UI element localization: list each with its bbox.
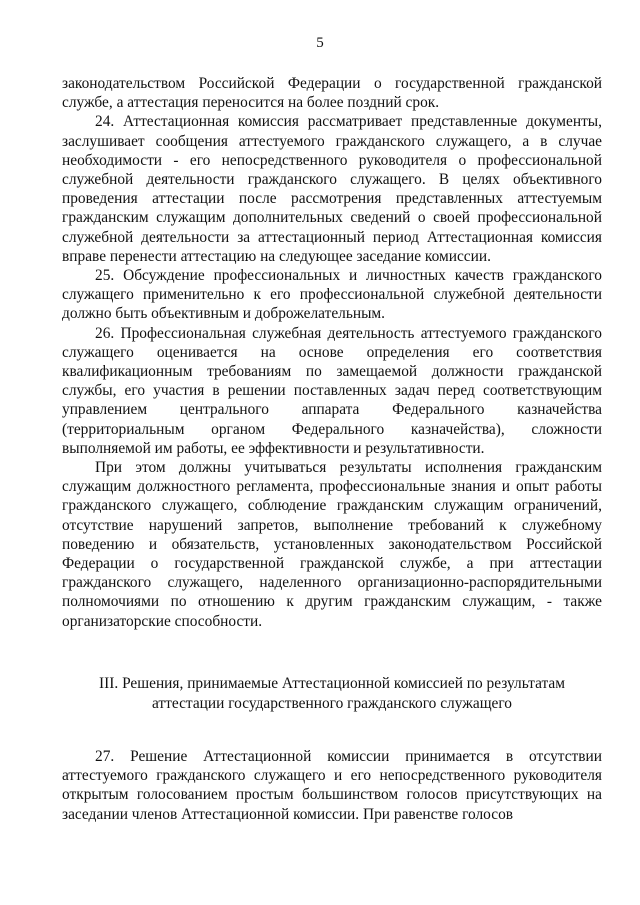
section-heading-line-1: III. Решения, принимаемые Аттестационной комиссией по результатам bbox=[99, 675, 565, 692]
section-heading bbox=[62, 674, 602, 713]
paragraph-25: 25. Обсуждение профессиональных и личностных качеств гражданского служащего применительно к его профессиональной служебной деятельности должно быть объективным и доброжелательным. bbox=[62, 267, 602, 323]
main-text bbox=[62, 74, 602, 631]
paragraph-26-continued: При этом должны учитываться результаты исполнения гражданским служащим должностного регламента, профессиональные знания и опыт работы гражданского служащего, соблюдение гражданским служащим ограничений, отсутствие нарушений запретов, выполнение требований к служебному поведению и обязательств, установленных законодательством Российской Федерации о государственной гражданской службе, а при аттестации гражданского служащего, наделенного организационно-распорядительными полномочиями по отношению к другим гражданским служащим, - также организаторские способности. bbox=[62, 459, 602, 630]
page-number: 5 bbox=[316, 35, 324, 51]
paragraph-continuation: законодательством Российской Федерации о государственной гражданской службе, а аттестация переносится на более поздний срок. bbox=[62, 75, 602, 112]
section-heading-line-2: аттестации государственного гражданского служащего bbox=[152, 694, 512, 712]
paragraph-27: 27. Решение Аттестационной комиссии принимается в отсутствии аттестуемого гражданского служащего и его непосредственного руководителя открытым голосованием простым большинством голосов присутствующих на заседании членов Аттестационной комиссии. При равенстве голосов bbox=[62, 748, 602, 823]
paragraph-24: 24. Аттестационная комиссия рассматривает представленные документы, заслушивает сообщения аттестуемого гражданского служащего, а в случае необходимости - его непосредственного руководителя о профессиональной служебной деятельности гражданского служащего. В целях объективного проведения аттестации после рассмотрения представленных аттестуемым гражданским служащим дополнительных сведений о своей профессиональной служебной деятельности за аттестационный период Аттестационная комиссия вправе перенести аттестацию на следующее заседание комиссии. bbox=[62, 113, 602, 265]
section-text bbox=[62, 747, 602, 824]
paragraph-26: 26. Профессиональная служебная деятельность аттестуемого гражданского служащего оценивается на основе определения его соответствия квалификационным требованиям по замещаемой должности гражданской службы, его участия в решении поставленных задач перед соответствующим управлением центрального аппарата Федерального казначейства (территориальным органом Федерального казначейства), сложности выполняемой им работы, ее эффективности и результативности. bbox=[62, 324, 602, 457]
